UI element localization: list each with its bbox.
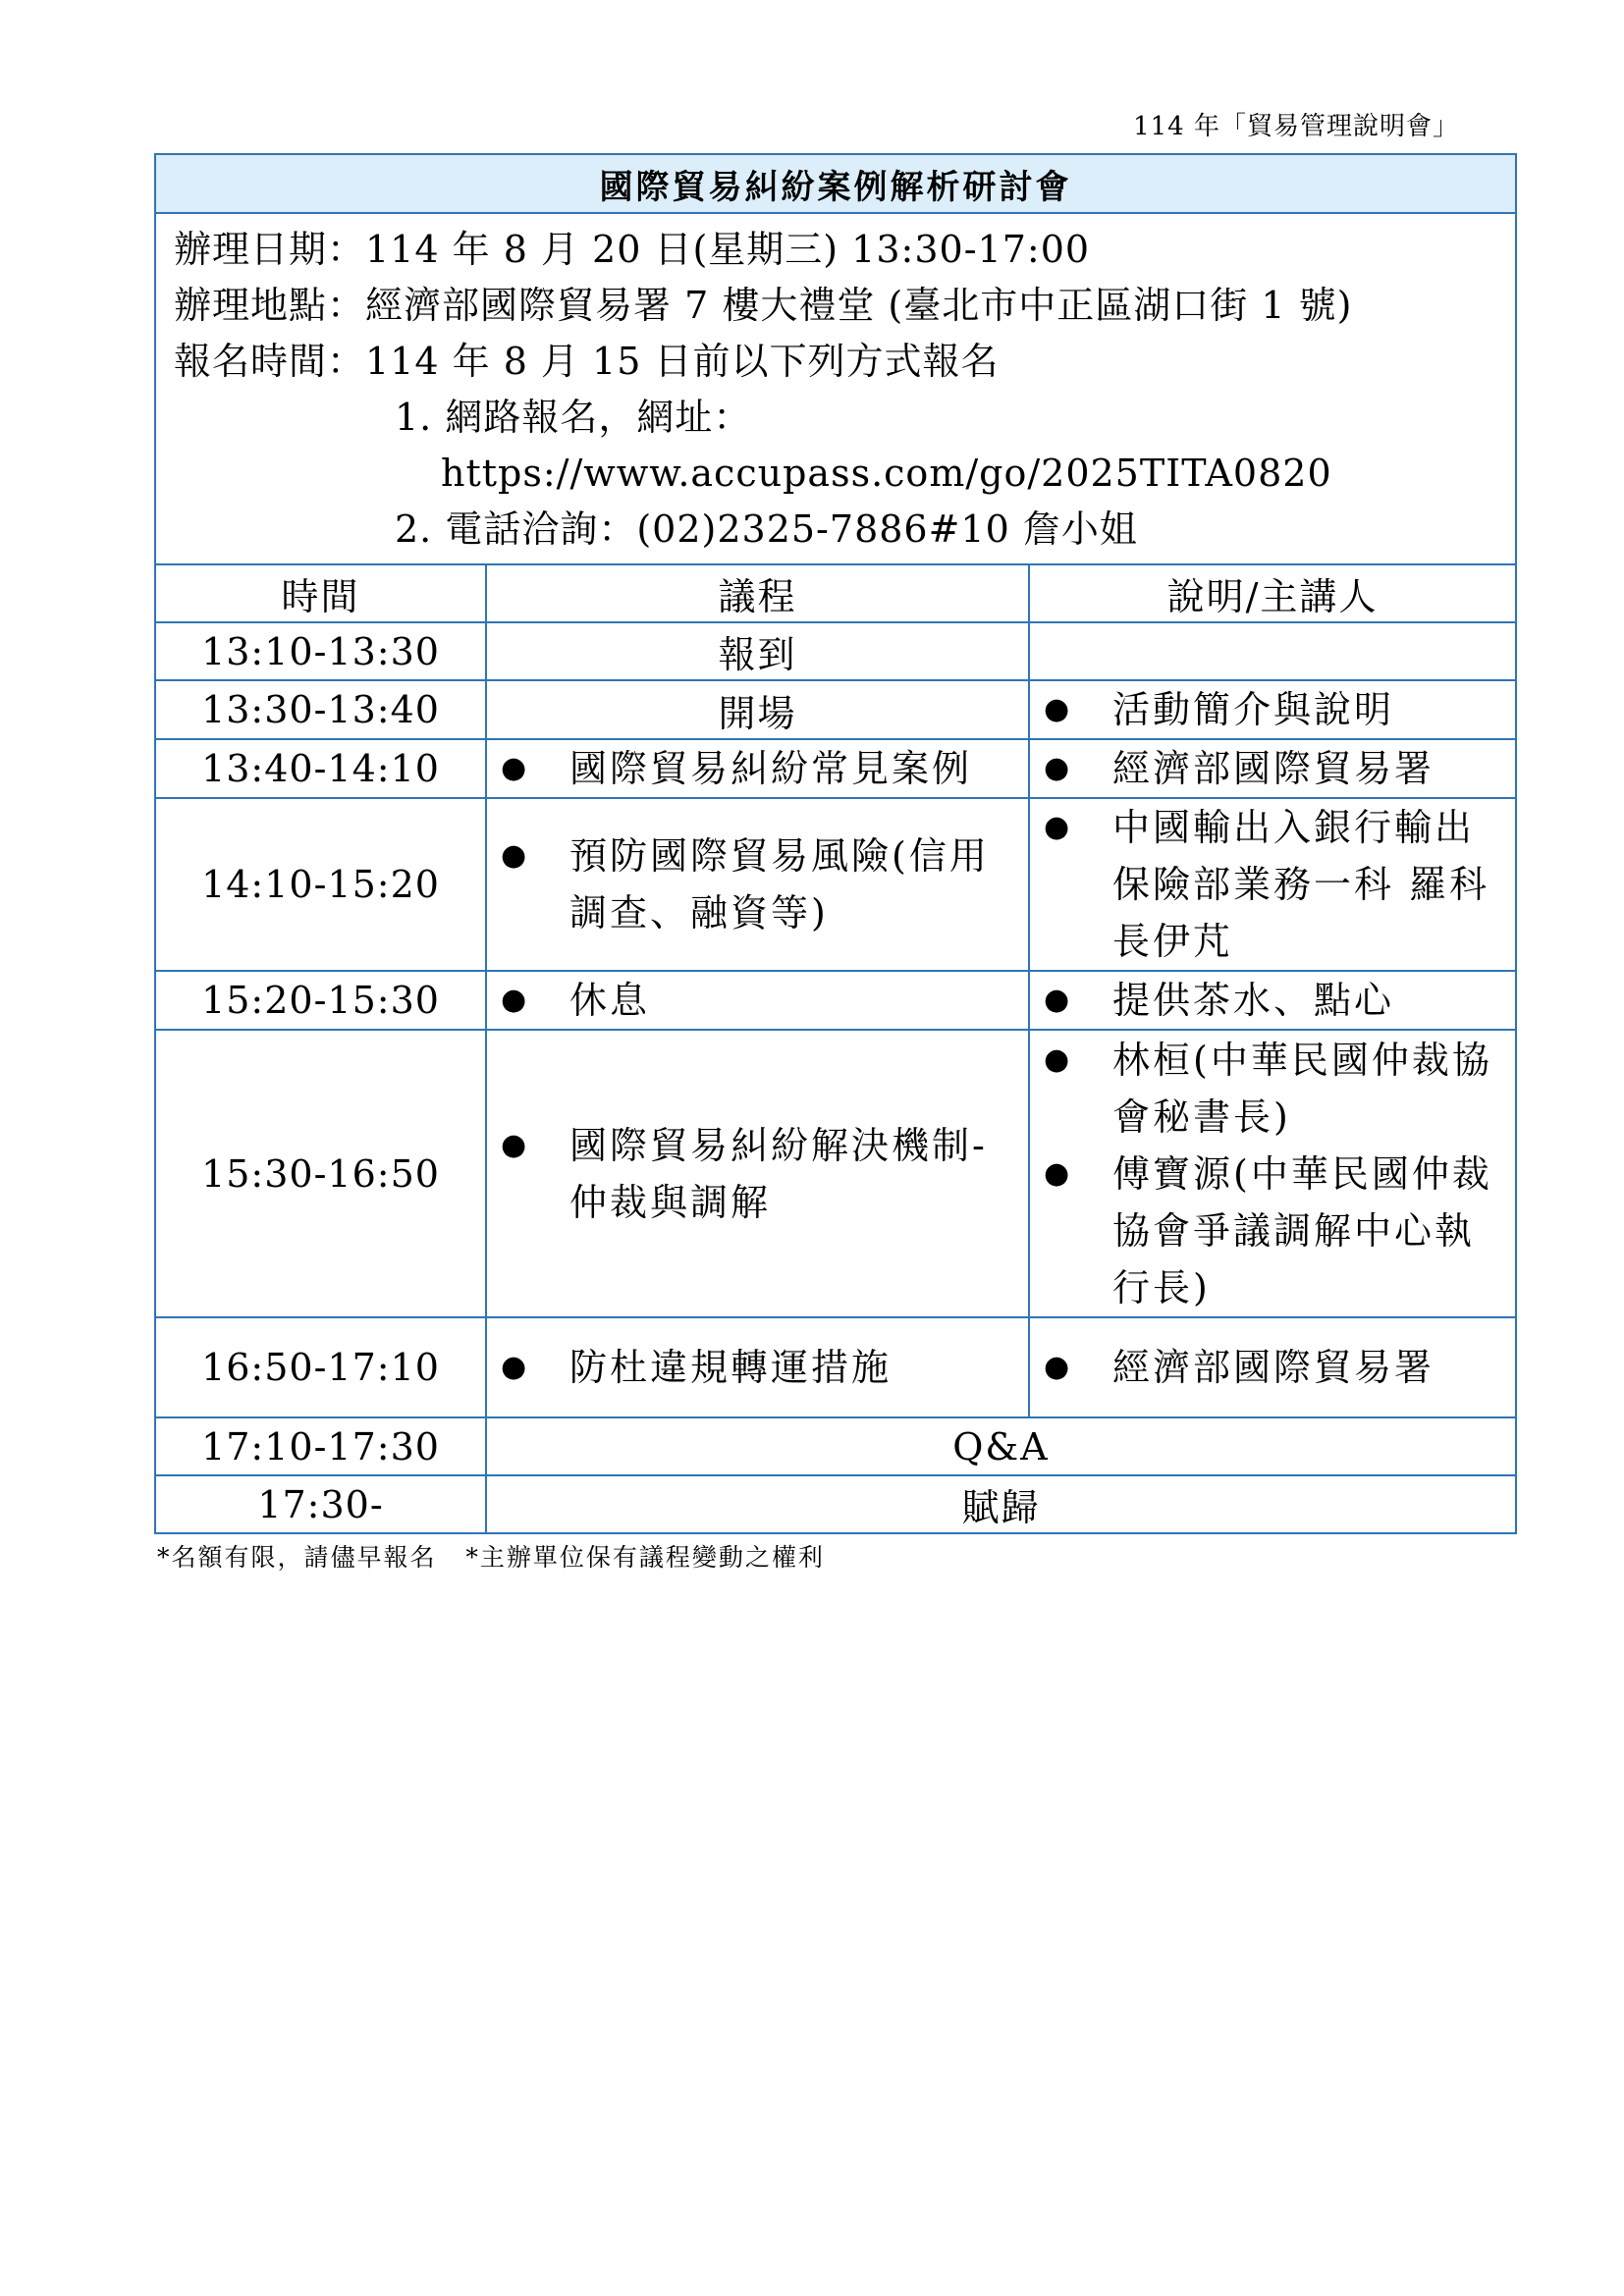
row-time: 15:30-16:50 bbox=[155, 1030, 486, 1317]
row-time: 17:30- bbox=[155, 1475, 486, 1533]
column-header-agenda: 議程 bbox=[486, 564, 1029, 622]
bullet-item: ● 中國輸出入銀行輸出保險部業務一科 羅科長伊芃 bbox=[1030, 799, 1515, 970]
table-row bbox=[155, 1317, 1516, 1417]
bullet-icon: ● bbox=[501, 838, 530, 873]
bullet-icon: ● bbox=[1044, 1041, 1073, 1077]
row-time: 13:30-13:40 bbox=[155, 680, 486, 739]
bullet-item: ● 林桓(中華民國仲裁協會秘書長) bbox=[1030, 1032, 1515, 1146]
table-row bbox=[155, 971, 1516, 1030]
row-agenda bbox=[486, 1030, 1029, 1317]
row-agenda: 報到 bbox=[486, 622, 1029, 680]
table-header-row bbox=[155, 564, 1516, 622]
bullet-icon: ● bbox=[1044, 751, 1073, 785]
bullet-item: ● 活動簡介與說明 bbox=[1030, 681, 1515, 738]
row-time: 14:10-15:20 bbox=[155, 798, 486, 971]
row-speaker bbox=[1029, 680, 1516, 739]
bullet-icon: ● bbox=[1044, 1155, 1073, 1191]
bullet-item: ● 經濟部國際貿易署 bbox=[1030, 740, 1515, 797]
row-time: 13:10-13:30 bbox=[155, 622, 486, 680]
column-header-speaker: 說明/主講人 bbox=[1029, 564, 1516, 622]
table-row bbox=[155, 798, 1516, 971]
registration-deadline: 報名時間：114 年 8 月 15 日前以下列方式報名 bbox=[174, 340, 1000, 383]
table-row bbox=[155, 1417, 1516, 1475]
row-agenda bbox=[486, 1317, 1029, 1417]
page-header-title: 114 年「貿易管理說明會」 bbox=[1133, 112, 1459, 141]
bullet-icon: ● bbox=[1044, 1350, 1073, 1384]
bullet-item: ● 傅寶源(中華民國仲裁協會爭議調解中心執行長) bbox=[1030, 1146, 1515, 1316]
bullet-icon: ● bbox=[501, 983, 530, 1017]
row-time: 15:20-15:30 bbox=[155, 971, 486, 1030]
bullet-item: ● 經濟部國際貿易署 bbox=[1030, 1339, 1515, 1396]
bullet-item: ● 防杜違規轉運措施 bbox=[487, 1339, 1028, 1396]
seminar-title: 國際貿易糾紛案例解析研討會 bbox=[155, 154, 1516, 213]
bullet-item: ● 預防國際貿易風險(信用調查、融資等) bbox=[487, 828, 1028, 941]
bullet-item: ● 休息 bbox=[487, 972, 1028, 1029]
row-speaker bbox=[1029, 1317, 1516, 1417]
row-time: 16:50-17:10 bbox=[155, 1317, 486, 1417]
footnote: *名額有限，請儘早報名 *主辦單位保有議程變動之權利 bbox=[157, 1543, 825, 1572]
row-speaker bbox=[1029, 798, 1516, 971]
row-agenda bbox=[486, 798, 1029, 971]
row-time: 17:10-17:30 bbox=[155, 1417, 486, 1475]
row-agenda bbox=[486, 739, 1029, 798]
row-speaker bbox=[1029, 971, 1516, 1030]
bullet-icon: ● bbox=[1044, 810, 1073, 844]
row-agenda bbox=[486, 971, 1029, 1030]
seminar-agenda-table bbox=[154, 153, 1517, 1534]
bullet-item: ● 國際貿易糾紛常見案例 bbox=[487, 740, 1028, 797]
registration-url[interactable]: https://www.accupass.com/go/2025TITA0820 bbox=[441, 452, 1332, 495]
row-agenda: 賦歸 bbox=[486, 1475, 1516, 1533]
table-row bbox=[155, 680, 1516, 739]
table-row bbox=[155, 1475, 1516, 1533]
table-row bbox=[155, 1030, 1516, 1317]
bullet-icon: ● bbox=[1044, 983, 1073, 1017]
event-date: 辦理日期：114 年 8 月 20 日(星期三) 13:30-17:00 bbox=[174, 228, 1091, 271]
event-info-block bbox=[155, 213, 1516, 564]
bullet-icon: ● bbox=[1044, 692, 1073, 726]
row-speaker bbox=[1029, 739, 1516, 798]
row-speaker bbox=[1029, 1030, 1516, 1317]
row-time: 13:40-14:10 bbox=[155, 739, 486, 798]
event-place: 辦理地點：經濟部國際貿易署 7 樓大禮堂 (臺北市中正區湖口街 1 號) bbox=[174, 284, 1353, 327]
bullet-item: ● 國際貿易糾紛解決機制-仲裁與調解 bbox=[487, 1117, 1028, 1231]
bullet-icon: ● bbox=[501, 751, 530, 785]
row-agenda: 開場 bbox=[486, 680, 1029, 739]
row-agenda: Q&A bbox=[486, 1417, 1516, 1475]
table-row bbox=[155, 739, 1516, 798]
bullet-icon: ● bbox=[501, 1350, 530, 1384]
bullet-icon: ● bbox=[501, 1127, 530, 1162]
bullet-item: ● 提供茶水、點心 bbox=[1030, 972, 1515, 1029]
registration-phone: 2. 電話洽詢：(02)2325-7886#10 詹小姐 bbox=[395, 507, 1138, 551]
column-header-time: 時間 bbox=[155, 564, 486, 622]
row-speaker-empty bbox=[1029, 622, 1516, 680]
table-row bbox=[155, 622, 1516, 680]
registration-online: 1. 網路報名，網址： bbox=[395, 396, 752, 439]
